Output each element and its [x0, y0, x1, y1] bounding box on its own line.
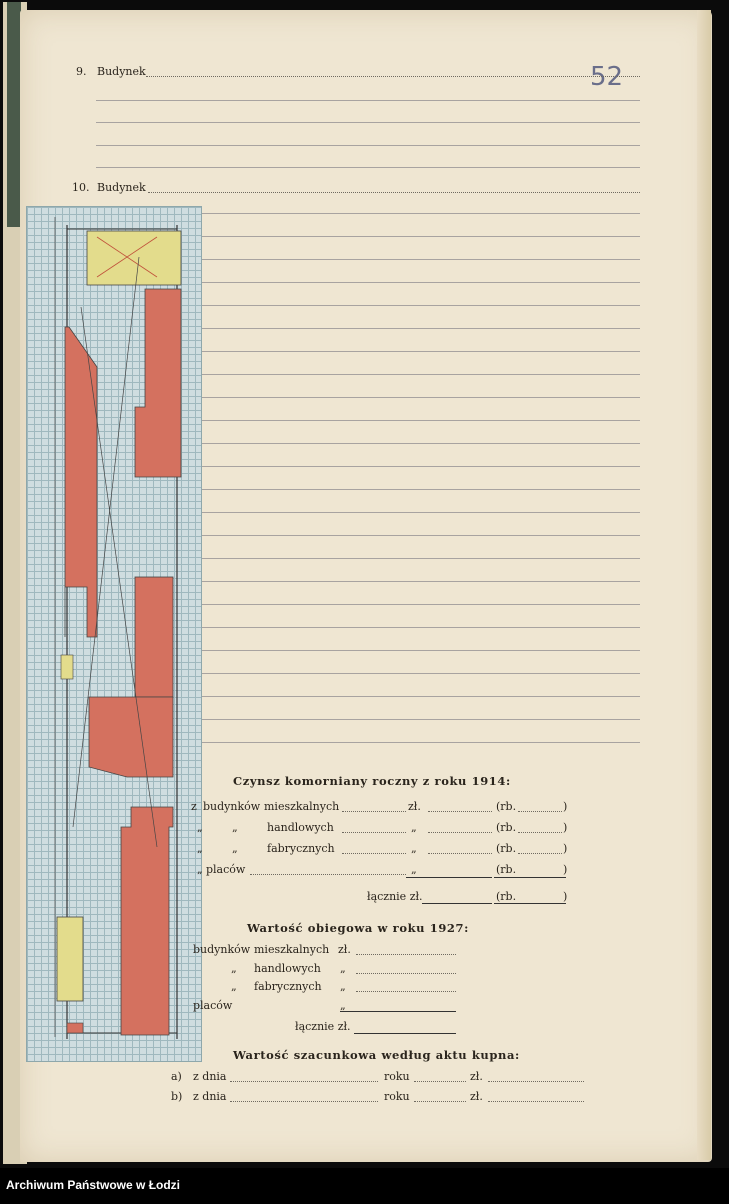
rent-row-prefix: „	[197, 821, 203, 834]
ruled-line	[200, 581, 640, 582]
value-row-line	[356, 954, 456, 955]
rent-row-close: )	[563, 821, 568, 834]
ruled-line	[200, 466, 640, 467]
ruled-line	[96, 167, 640, 168]
value-row-label-b: handlowych	[254, 962, 321, 975]
estimate-row-zl: zł.	[470, 1090, 483, 1103]
rent-total-underline	[494, 903, 566, 904]
item10-line	[148, 192, 640, 193]
rent-row-prefix: z	[191, 800, 197, 813]
rent-row-line	[342, 832, 406, 833]
binding-cloth	[7, 2, 21, 227]
rent-total-label: łącznie zł.	[367, 890, 423, 903]
ruled-line	[200, 673, 640, 674]
site-plan-drawing	[27, 207, 201, 1061]
rent-row-close: )	[563, 800, 568, 813]
rent-row-close: )	[563, 863, 568, 876]
page-number: 52	[590, 62, 624, 92]
value-row-currency: zł.	[338, 943, 351, 956]
value-row-line	[356, 973, 456, 974]
rent-row-prefix: „	[197, 842, 203, 855]
rent-row-rb: (rb.	[496, 842, 517, 855]
rent-row-currency: „	[411, 821, 417, 834]
ruled-line	[200, 328, 640, 329]
value-row-label-b: fabrycznych	[254, 980, 322, 993]
ruled-line	[200, 259, 640, 260]
value-row-currency: „	[340, 980, 346, 993]
rent-row-label-b: handlowych	[267, 821, 334, 834]
item10-number: 10.	[72, 181, 90, 194]
rent-row-currency: „	[411, 863, 417, 876]
ruled-line	[200, 374, 640, 375]
value-row-label-a: „	[231, 962, 237, 975]
estimate-row-letter: b)	[171, 1090, 183, 1103]
estimate-row-letter: a)	[171, 1070, 182, 1083]
rent-row-line	[428, 811, 492, 812]
value-row-currency: „	[340, 999, 346, 1012]
ruled-line	[96, 122, 640, 123]
ruled-line	[200, 351, 640, 352]
ruled-line	[200, 742, 640, 743]
rent-row-label-a: „	[232, 821, 238, 834]
rent-row-rb: (rb.	[496, 863, 517, 876]
estimate-row-roku: roku	[384, 1090, 410, 1103]
ruled-line	[200, 535, 640, 536]
page-edge	[697, 10, 711, 1160]
estimate-row-line	[488, 1081, 584, 1082]
rent-row-label-b: fabrycznych	[267, 842, 335, 855]
estimate-row-roku: roku	[384, 1070, 410, 1083]
value-row-label-a: „	[231, 980, 237, 993]
rent-row-label-a: „	[232, 842, 238, 855]
ruled-line	[200, 443, 640, 444]
value-row-label-a: budynków	[193, 943, 251, 956]
ruled-line	[96, 100, 640, 101]
estimate-row-line	[488, 1101, 584, 1102]
estimate-row-line	[230, 1081, 378, 1082]
rent-row-line	[428, 853, 492, 854]
item9-line	[146, 76, 640, 77]
estimate-row-z-dnia: z dnia	[193, 1070, 227, 1083]
rent-row-line	[518, 832, 562, 833]
estimate-row-zl: zł.	[470, 1070, 483, 1083]
value-row-label-a: placów	[193, 999, 233, 1012]
item10-label: Budynek	[97, 181, 146, 194]
rent-row-currency: zł.	[408, 800, 421, 813]
archive-name: Archiwum Państwowe w Łodzi	[6, 1178, 181, 1192]
rent-row-line	[518, 853, 562, 854]
estimate-row-line	[230, 1101, 378, 1102]
ruled-line	[96, 145, 640, 146]
rent-row-line	[342, 853, 406, 854]
value-row-label-b: mieszkalnych	[254, 943, 330, 956]
ruled-line	[200, 604, 640, 605]
ruled-line	[200, 489, 640, 490]
rent-row-label-a: placów	[206, 863, 246, 876]
ruled-line	[200, 420, 640, 421]
estimate-row-z-dnia: z dnia	[193, 1090, 227, 1103]
ruled-line	[200, 213, 640, 214]
rent-total-rb: (rb.	[496, 890, 517, 903]
value-total-label: łącznie zł.	[295, 1020, 351, 1033]
rent-section-title: Czynsz komorniany roczny z roku 1914:	[233, 774, 511, 788]
estimate-row-line	[414, 1081, 466, 1082]
ruled-line	[200, 558, 640, 559]
ruled-line	[200, 397, 640, 398]
value-row-currency: „	[340, 962, 346, 975]
rent-row-line	[250, 874, 406, 875]
value-row-underline	[340, 1011, 456, 1012]
rent-total-underline	[422, 903, 492, 904]
ruled-line	[200, 696, 640, 697]
rent-row-label-b: mieszkalnych	[264, 800, 340, 813]
archive-footer	[0, 1168, 729, 1204]
rent-row-line	[428, 832, 492, 833]
ruled-line	[200, 650, 640, 651]
item9-number: 9.	[76, 65, 87, 78]
rent-row-rb: (rb.	[496, 800, 517, 813]
rent-row-currency: „	[411, 842, 417, 855]
ruled-line	[200, 512, 640, 513]
rent-row-underline	[494, 877, 566, 878]
ruled-line	[200, 305, 640, 306]
rent-row-line	[342, 811, 406, 812]
site-plan	[26, 206, 202, 1062]
rent-row-label-a: budynków	[203, 800, 261, 813]
rent-row-close: )	[563, 842, 568, 855]
rent-row-rb: (rb.	[496, 821, 517, 834]
rent-row-prefix: „	[197, 863, 203, 876]
ruled-line	[200, 627, 640, 628]
estimate-row-line	[414, 1101, 466, 1102]
rent-total-close: )	[563, 890, 568, 903]
estimate-section-title: Wartość szacunkowa według aktu kupna:	[233, 1048, 520, 1062]
value-total-underline	[354, 1033, 456, 1034]
item9-label: Budynek	[97, 65, 146, 78]
ruled-line	[200, 236, 640, 237]
value-section-title: Wartość obiegowa w roku 1927:	[247, 921, 469, 935]
value-row-line	[356, 991, 456, 992]
ruled-line	[200, 282, 640, 283]
rent-row-underline	[406, 877, 492, 878]
rent-row-line	[518, 811, 562, 812]
ruled-line	[200, 719, 640, 720]
